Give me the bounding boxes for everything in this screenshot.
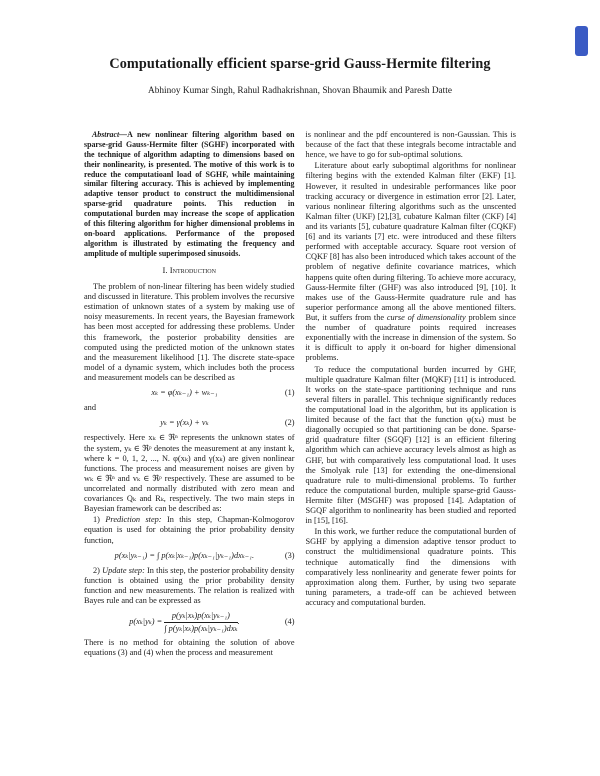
intro-paragraph-5: There is no method for obtaining the solution of above equations (3) and (4) when the process and measurement — [84, 638, 295, 658]
update-step-text: In this step, the posterior probability density function is obtained using the prior probability density function and new measurements. The relation is realized with Bayes rule and can be expressed as — [84, 565, 295, 606]
intro-paragraph-1: The problem of non-linear filtering has been widely studied and discussed in literature. This problem involves the recursive estimation of unknown states of a system by making use of noisy measurements. In recent years, the Bayesian framework has been most accepted for addressing these problems. Under this framework, the posterior probability densities are computed using the predicted motion of the unknown states and the measurement likelihood [1]. The discrete state-space model of a dynamic system, which includes both the process and measurement models can be described as — [84, 281, 295, 382]
update-step-paragraph — [84, 566, 295, 606]
equation-4-denominator: ∫ p(yₖ|xₖ)p(xₖ|yₖ₋₁)dxₖ — [164, 623, 238, 633]
curse-of-dimensionality-term: curse of dimensionality — [386, 312, 466, 322]
equation-2-number: (2) — [284, 418, 295, 428]
corner-logo-badge — [575, 26, 588, 56]
equation-4-period: . — [237, 617, 240, 627]
prediction-step-text: In this step, Chapman-Kolmogorov equation is used for obtaining the prior probability density function, — [84, 515, 295, 545]
right-paragraph-1: is nonlinear and the pdf encountered is non-Gaussian. This is because of the fact that these integrals become intractable and hence, we have to go for sub-optimal solutions. — [305, 130, 516, 160]
two-column-body — [84, 130, 516, 659]
equation-1-body: xₖ = φ(xₖ₋₁) + wₖ₋₁ — [151, 388, 218, 398]
equation-4-fraction — [164, 611, 237, 633]
equation-2-body: yₖ = γ(xₖ) + vₖ — [160, 418, 209, 428]
authors-line: Abhinoy Kumar Singh, Rahul Radhakrishnan, Shovan Bhaumik and Paresh Datte — [148, 86, 452, 96]
update-step-number: 2) — [93, 565, 103, 575]
right-paragraph-2-tail: problem since the number of quadrature points required increases exponentially with the increase in dimension of the system. So it is difficult to apply it on-board for higher dimensional problems. — [305, 312, 516, 363]
right-paragraph-4: In this work, we further reduce the computational burden of SGHF by applying a dimension adaptive tensor product to construct the multidimensional quadrature points. This technique automatically find the dimensions with comparatively less nonlinearity and generate fewer points for approximation along them. Further, by using two separate tuning parameters, a trade-off can be achieved between accuracy and computational burden. — [305, 527, 516, 608]
equation-3-body: p(xₖ|yₖ₋₁) = ∫ p(xₖ|xₖ₋₁)p(xₖ₋₁|yₖ₋₁)dxₖ₋₁. — [114, 550, 255, 560]
equation-4-numerator: p(yₖ|xₖ)p(xₖ|yₖ₋₁) — [164, 611, 237, 623]
abstract-label: Abstract— — [92, 130, 128, 139]
right-paragraph-2 — [306, 161, 517, 363]
prediction-step-paragraph — [84, 515, 295, 545]
equation-4-body — [84, 611, 285, 633]
connector-and: and — [84, 403, 96, 413]
equation-3 — [84, 551, 295, 561]
prediction-step-label: Prediction step: — [105, 515, 162, 525]
section-heading-introduction: I. Introduction — [162, 265, 216, 276]
right-column — [306, 130, 517, 659]
equation-2 — [84, 418, 295, 428]
equation-4 — [84, 611, 295, 633]
equation-4-number: (4) — [284, 617, 295, 627]
paper-title: Computationally efficient sparse-grid Gauss-Hermite filtering — [109, 56, 491, 72]
right-paragraph-2-lead: Literature about early suboptimal algorithms for nonlinear filtering begins with the extended Kalman filter (EKF) [1]. However, it resulted in undesirable performances like poor tracking accuracy or divergence in estimation error [2]. Later, various nonlinear filtering algorithms such as the unscented Kalman filter (UKF) [2],[3], cubature Kalman filter (CKF) [4] and its variants [5], cubature quadrature Kalman filter (CQKF) [6] and its variants [7] etc. were introduced and these filters performed with acceptable accuracy. Square root version of CQKF [8] has also been introduced which takes account of the problem of negative definite covariance matrices, which happens quite often during filtering. To achieve more accuracy, Gauss-Hermite filter (GHF) was also introduced [9], [10]. It makes use of the Gauss-Hermite quadrature rule and has superior performance among all the above mentioned filters. But, it suffers from the — [305, 161, 516, 322]
prediction-step-number: 1) — [93, 515, 106, 525]
left-column — [84, 130, 295, 659]
intro-paragraph-2: respectively. Here xₖ ∈ ℜⁿ represents the unknown states of the system, yₖ ∈ ℜᵖ denotes the measurement at any instant k, where k = 0, 1, 2, ..., N. φ(xₖ) and γ(xₖ) are given nonlinear functions. The process and measurement noises are given by wₖ ∈ ℜⁿ and vₖ ∈ ℜᵖ respectively. These are assumed to be uncorrelated and normally distributed with zero mean and covariances Qₖ and Rₖ, respectively. The two main steps in Bayesian framework can be described as: — [84, 433, 295, 514]
update-step-label: Update step: — [102, 565, 145, 575]
equation-4-lhs: p(xₖ|yₖ) = — [129, 617, 163, 627]
equation-3-number: (3) — [284, 550, 295, 560]
abstract — [84, 130, 295, 258]
equation-1-number: (1) — [284, 388, 295, 398]
right-paragraph-3: To reduce the computational burden incurred by GHF, multiple quadrature Kalman filter (MQKF) [11] is introduced. It works on the state-space partitioning technique and runs several filters in parallel. This technique significantly reduces the computational load in the algorithm, but its application is limited because of the fact that the function φ(xₖ) must be diagonally occupied so that partitioning can be done. Sparse-grid quadrature filter (SGQF) [12] is an efficient filtering algorithm which can achieve accuracy levels almost as high as GHF, but with comparatively less computational load. It uses the Smolyak rule [13] for extending the one-dimensional quadrature rule to multi-dimensional problems. To further reduce the computational burden, multiple sparse-grid Gauss-Hermite filter (MSGHF) was proposed [14]. Adaptation of SGQF algorithm to nonlinearity has been studied and reported in [15], [16]. — [305, 364, 516, 526]
abstract-text: A new nonlinear filtering algorithm based on sparse-grid Gauss-Hermite filter (SGHF) incorporated with the technique of algorithm adapting to dimensions based on their nonlinearity, is presented. The motive of this work is to reduce the computatioanl load of SGHF, while maintaining similar filtering accuracy. This is achieved by implementing adaptive tensor product to construct the multidimensional sparse-grid quadrature points. This reduction in computational burden may increase the scope of application of this filtering algorithm for higher dimensional problems in on-board applications. Performance of the proposed algorithm is illustrated by estimating the frequency and amplitude of multiple superimposed sinusoids. — [84, 130, 295, 258]
equation-1 — [84, 388, 295, 398]
